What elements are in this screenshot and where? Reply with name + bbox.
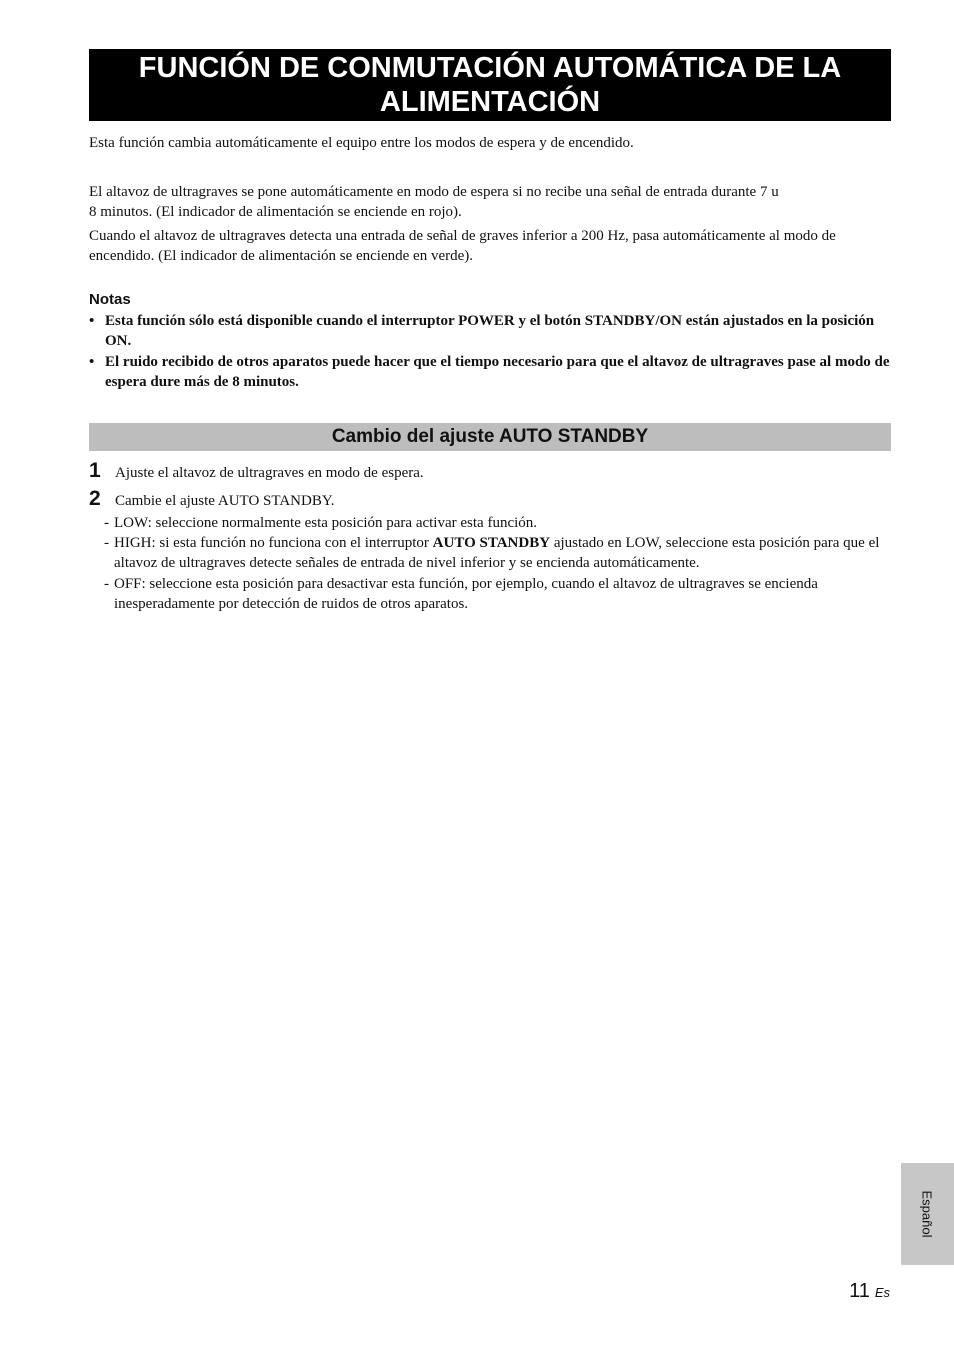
option-low: [104, 513, 894, 533]
page-number: [849, 1280, 890, 1303]
standby-paragraph-line-1: El altavoz de ultragraves se pone automáticamente en modo de espera si no recibe una señal de entrada durante 7 u: [89, 184, 779, 200]
note-item: [89, 311, 891, 351]
option-high-text: [114, 533, 894, 573]
dash-marker: -: [104, 576, 109, 592]
option-high: [104, 533, 894, 573]
step-number: 2: [89, 487, 101, 510]
section-heading: Cambio del ajuste AUTO STANDBY: [89, 423, 891, 451]
dash-marker: -: [104, 515, 109, 531]
step-text: Cambie el ajuste AUTO STANDBY.: [115, 493, 335, 509]
option-off: [104, 574, 894, 614]
standby-paragraph-line-2: 8 minutos. (El indicador de alimentación se enciende en rojo).: [89, 204, 462, 220]
option-high-text-end: ajustado en LOW, seleccione esta posición para que el altavoz de ultragraves detecte señales de entrada de nivel inferior y se encienda automáticamente.: [114, 535, 880, 571]
notes-heading: Notas: [89, 291, 131, 308]
page-number-value: 11: [849, 1280, 870, 1302]
bullet-icon: •: [89, 354, 95, 370]
option-high-text-start: HIGH: si esta función no funciona con el interruptor: [114, 535, 433, 551]
step-number: 1: [89, 459, 101, 482]
bullet-icon: •: [89, 313, 95, 329]
auto-standby-switch-name: AUTO STANDBY: [432, 535, 551, 551]
step-text: Ajuste el altavoz de ultragraves en modo de espera.: [115, 465, 424, 481]
option-off-text: OFF: seleccione esta posición para desactivar esta función, por ejemplo, cuando el altavoz de ultragraves se encienda inesperadamente por detección de ruidos de otros aparatos.: [114, 576, 818, 612]
page-title-line-1: FUNCIÓN DE CONMUTACIÓN AUTOMÁTICA DE LA: [138, 52, 842, 84]
page-title: [89, 49, 891, 121]
language-tab-label: Español: [919, 1190, 935, 1238]
option-low-text: LOW: seleccione normalmente esta posición para activar esta función.: [114, 515, 538, 531]
note-text: El ruido recibido de otros aparatos puede hacer que el tiempo necesario para que el altavoz de ultragraves pase al modo de espera dure más de 8 minutos.: [105, 354, 890, 390]
page-title-line-2: ALIMENTACIÓN: [379, 86, 601, 118]
note-item: [89, 352, 891, 392]
dash-marker: -: [104, 535, 109, 551]
language-tab: [901, 1163, 954, 1265]
intro-paragraph: Esta función cambia automáticamente el equipo entre los modos de espera y de encendido.: [89, 135, 634, 151]
note-text: Esta función sólo está disponible cuando el interruptor POWER y el botón STANDBY/ON están ajustados en la posición ON.: [105, 313, 875, 349]
power-on-paragraph: Cuando el altavoz de ultragraves detecta una entrada de señal de graves inferior a 200 Hz, pasa automáticamente al modo de encendido. (El indicador de alimentación se enciende en verde).: [89, 228, 836, 264]
standby-paragraph: [89, 182, 891, 222]
page-language-code: Es: [874, 1285, 890, 1300]
